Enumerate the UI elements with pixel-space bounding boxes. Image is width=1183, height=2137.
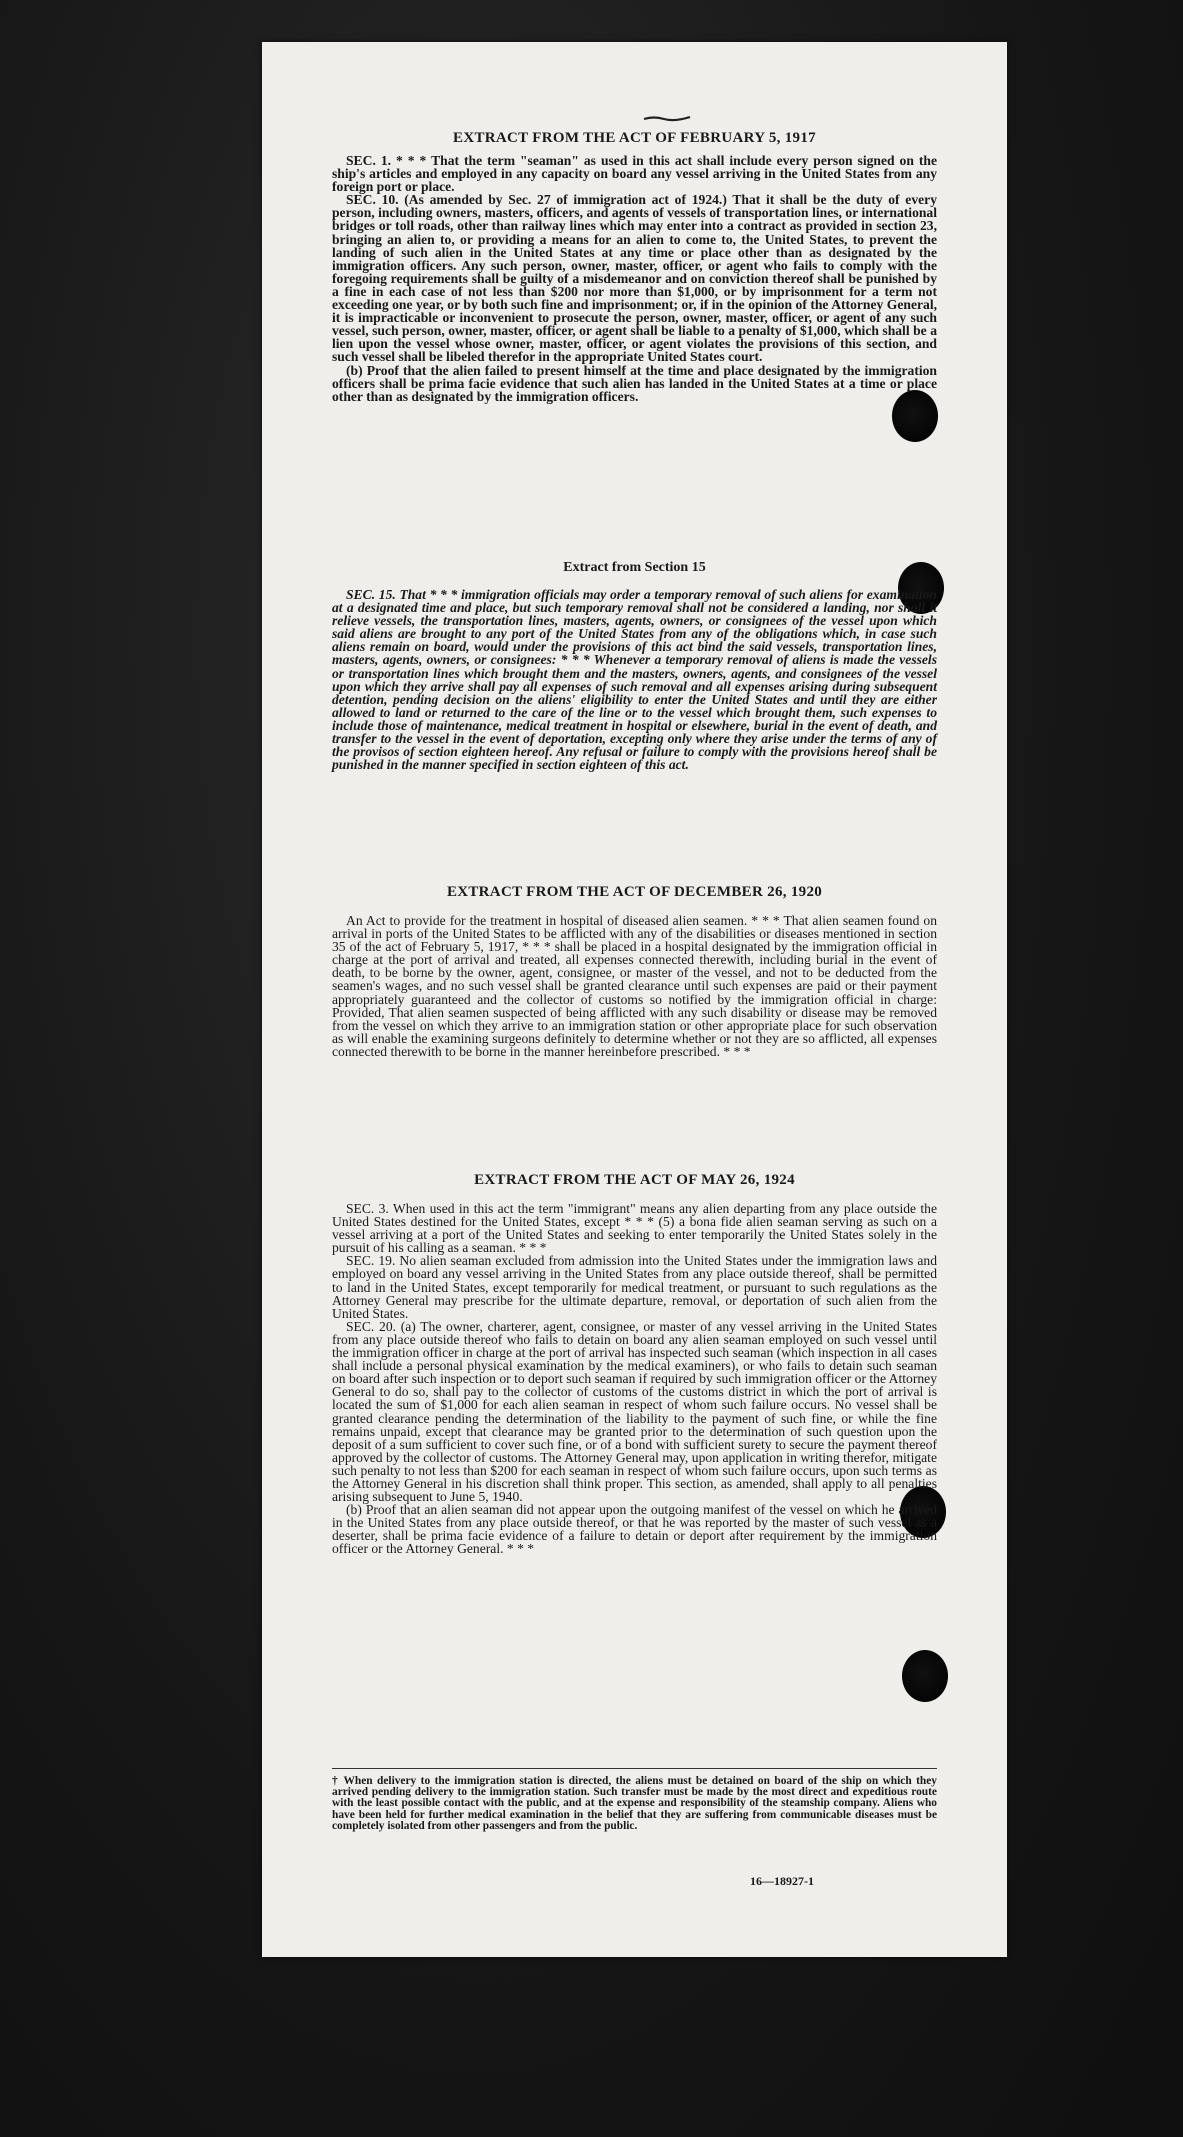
sec-20b-paragraph: (b) Proof that an alien seaman did not appear upon the outgoing manifest of the vessel on which he arrived in the United States from any place outside thereof, or that he was reported by the master of such vessel as a deserter, shall be prima facie evidence of a failure to detain or deport after requirement by the immigration officer or the Attorney General. * * * (332, 1502, 937, 1557)
dec-1920-body (332, 914, 937, 1058)
sec-15-paragraph: SEC. 15. That * * * immigration officials may order a temporary removal of such aliens for examination at a designated time and place, but such temporary removal shall not be considered a landing, nor shall it relieve vessels, the transportation lines, masters, agents, owners, or consignees of the vessel upon which said aliens are brought to any port of the United States from any of the obligations which, in case such aliens remain on board, would under the provisions of this act bind the said vessels, transportation lines, masters, agents, owners, or consignees: * * * Whenever a temporary removal of aliens is made the vessels or transportation lines which brought them and the masters, owners, agents, and consignees of the vessel upon which they arrive shall pay all expenses of such removal and all expenses arising during subsequent detention, pending decision on the aliens' eligibility to enter the United States and until they are either allowed to land or returned to the care of the line or to the vessel which brought them, such expenses to include those of maintenance, medical treatment in hospital or elsewhere, burial in the event of death, and transfer to the vessel in the event of deportation, excepting only where they arise under the terms of any of the provisos of section eighteen hereof. Any refusal or failure to comply with the provisions hereof shall be punished in the manner specified in section eighteen of this act. (332, 587, 937, 773)
punch-hole (902, 1650, 948, 1702)
pen-mark (642, 114, 692, 122)
sec-15-body (332, 588, 937, 771)
sec-3-paragraph: SEC. 3. When used in this act the term "immigrant" means any alien departing from any place outside the United States destined for the United States, except * * * (5) a bona fide alien seaman serving as such on a vessel arriving at a port of the United States and seeking to enter temporarily the United States solely in the pursuit of his calling as a seaman. * * * (332, 1201, 937, 1256)
footnote: † When delivery to the immigration station is directed, the aliens must be detained on board of the ship on which they arrived pending delivery to the immigration station. Such transfer must be made by the most direct and expeditious route with the least possible contact with the public, and at the expense and responsibility of the steamship company. Aliens who have been held for further medical examination in the belief that they are suffering from communicable diseases must be completely isolated from other passengers and from the public. (332, 1775, 937, 1832)
dec-1920-paragraph: An Act to provide for the treatment in hospital of diseased alien seamen. * * * That alien seamen found on arrival in ports of the United States to be afflicted with any of the disabilities or diseases mentioned in section 35 of the act of February 5, 1917, * * * shall be placed in a hospital designated by the immigration official in charge at the port of arrival and treated, all expenses connected therewith, including burial in the event of death, to be borne by the owner, agent, consignee, or master of the vessel, and not to be deducted from the seamen's wages, and no such vessel shall be granted clearance until such expenses are paid or their payment appropriately guaranteed and the collector of customs so notified by the immigration official in charge: Provided, That alien seamen suspected of being afflicted with any such disability or disease may be removed from the vessel on which they arrive to an immigration station or other appropriate place for such observation as will enable the examining surgeons definitely to determine whether or not they are so afflicted, all expenses connected therewith to be borne in the manner hereinbefore prescribed. * * * (332, 913, 937, 1059)
form-number: 16—18927-1 (750, 1874, 814, 1888)
feb-1917-body (332, 154, 937, 403)
sec-19-paragraph: SEC. 19. No alien seaman excluded from admission into the United States under the immigration laws and employed on board any vessel arriving in the United States from any place outside thereof, shall be permitted to land in the United States, except temporarily for medical treatment, or pursuant to such regulations as the Attorney General may prescribe for the ultimate departure, removal, or deportation of such alien from the United States. (332, 1253, 937, 1321)
heading-feb-1917: EXTRACT FROM THE ACT OF FEBRUARY 5, 1917 (453, 130, 816, 146)
heading-section-15: Extract from Section 15 (563, 560, 706, 575)
sec-10-paragraph: SEC. 10. (As amended by Sec. 27 of immigration act of 1924.) That it shall be the duty of every person, including owners, masters, officers, and agents of vessels of transportation lines, or international bridges or toll roads, other than railway lines which may enter into a contract as provided in section 23, bringing an alien to, or providing a means for an alien to come to, the United States, to prevent the landing of such alien in the United States at any time or place other than as designated by the immigration officers. Any such person, owner, master, officer, or agent who fails to comply with the foregoing requirements shall be guilty of a misdemeanor and on conviction thereof shall be punished by a fine in each case of not less than $200 nor more than $1,000, or by imprisonment for a term not exceeding one year, or by both such fine and imprisonment; or, if in the opinion of the Attorney General, it is impracticable or inconvenient to prosecute the person, owner, master, officer, or agent of any such vessel, such person, owner, master, officer, or agent shall be liable to a penalty of $1,000, which shall be a lien upon the vessel whose owner, master, officer, or agent violates the provisions of this section, and such vessel shall be libeled therefor in the appropriate United States court. (332, 192, 937, 365)
footnote-divider (332, 1768, 937, 1769)
document-page (262, 42, 1007, 1957)
heading-may-1924: EXTRACT FROM THE ACT OF MAY 26, 1924 (474, 1172, 795, 1188)
sec-20a-paragraph: SEC. 20. (a) The owner, charterer, agent, consignee, or master of any vessel arriving in the United States from any place outside thereof who fails to detain on board any alien seaman employed on such vessel until the immigration officer in charge at the port of arrival has inspected such seaman (which inspection in all cases shall include a personal physical examination by the medical examiners), or who fails to detain such seaman on board after such inspection or to deport such seaman if required by such immigration officer or the Attorney General to do so, shall pay to the collector of customs of the customs district in which the port of arrival is located the sum of $1,000 for each alien seaman in respect of whom such failure occurs. No vessel shall be granted clearance pending the determination of the liability to the payment of such fine, or while the fine remains unpaid, except that clearance may be granted prior to the determination of such question upon the deposit of a sum sufficient to cover such fine, or of a bond with sufficient surety to secure the payment thereof approved by the collector of customs. The Attorney General may, upon application in writing therefor, mitigate such penalty to not less than $200 for each seaman in respect of whom such failure occurs, upon such terms as the Attorney General in his discretion shall think proper. This section, as amended, shall apply to all penalties arising subsequent to June 5, 1940. (332, 1318, 937, 1505)
may-1924-body (332, 1202, 937, 1556)
sec-10b-paragraph: (b) Proof that the alien failed to present himself at the time and place designated by the immigration officers shall be prima facie evidence that such alien has landed in the United States at a time or place other than as designated by the immigration officers. (332, 362, 937, 404)
sec-1-paragraph: SEC. 1. * * * That the term "seaman" as used in this act shall include every person signed on the ship's articles and employed in any capacity on board any vessel arriving in the United States from any foreign port or place. (332, 153, 937, 195)
heading-dec-1920: EXTRACT FROM THE ACT OF DECEMBER 26, 1920 (446, 884, 823, 900)
